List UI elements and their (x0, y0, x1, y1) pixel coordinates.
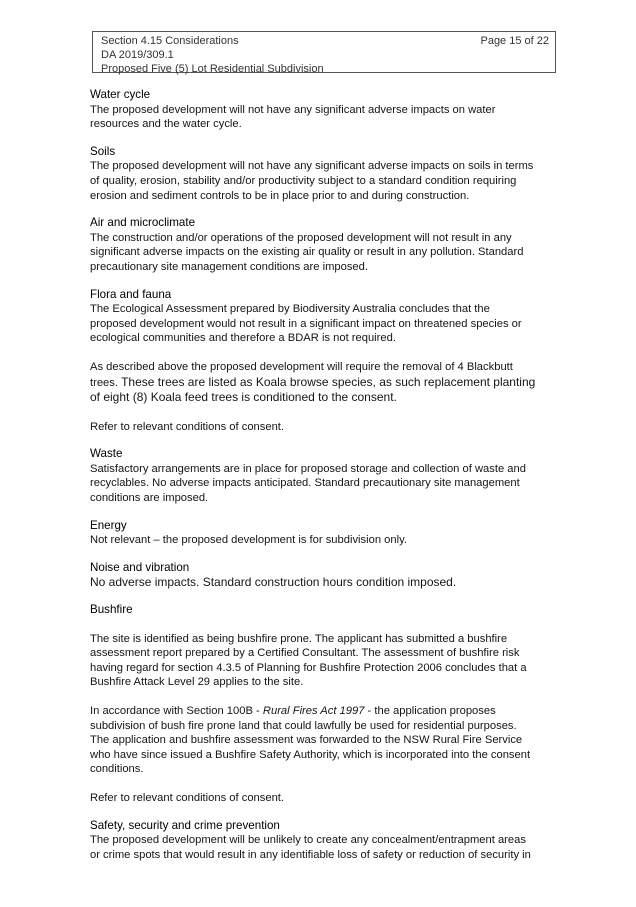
text-line: These trees are listed as Koala browse species, as such replacement planting (121, 374, 536, 389)
section-heading: Bushfire (90, 603, 133, 617)
section-safety-security (90, 819, 560, 863)
text-line: Not relevant – the proposed development is for subdivision only. (90, 534, 407, 547)
text-line: Refer to relevant conditions of consent. (90, 420, 285, 433)
section-text (90, 159, 560, 203)
text-line: resources and the water cycle. (90, 118, 242, 131)
section-text (90, 302, 560, 346)
page-header (92, 31, 556, 73)
section-heading: Soils (90, 144, 116, 158)
section-flora-fauna (90, 288, 560, 435)
text-line: of quality, erosion, stability and/or productivity subject to a standard condition requiring (90, 174, 517, 187)
text-line: having regard for section 4.3.5 of Planning for Bushfire Protection 2006 concludes that a (90, 661, 527, 674)
text-line: of eight (8) Koala feed trees is conditioned to the consent. (90, 390, 397, 405)
text-line: The proposed development will be unlikely to create any concealment/entrapment areas (90, 834, 526, 847)
text-line: proposed development would not result in a significant impact on threatened species or (90, 317, 522, 330)
header-proposal-title: Proposed Five (5) Lot Residential Subdivision (101, 63, 324, 75)
text-line: who have since issued a Bushfire Safety Authority, which is incorporated into the consent (90, 748, 531, 761)
text-line: The application and bushfire assessment was forwarded to the NSW Rural Fire Service (90, 734, 523, 747)
text-line: significant adverse impacts on the existing air quality or result in any pollution. Standard (90, 246, 524, 259)
section-text (90, 420, 560, 435)
section-text (90, 360, 560, 406)
text-line: subdivision of bush fire prone land that could lawfully be used for residential purposes. (90, 719, 517, 732)
section-text (90, 462, 560, 506)
text-line: The site is identified as being bushfire prone. The applicant has submitted a bushfire (90, 632, 508, 645)
text-line: conditions. (90, 763, 144, 776)
document-body (90, 88, 560, 862)
text-line: trees. (90, 376, 122, 389)
section-text (90, 231, 560, 275)
section-text (90, 704, 560, 777)
text-line: The proposed development will not have any significant adverse impacts on soils in terms (90, 160, 534, 173)
section-text (90, 632, 560, 690)
text-line: The Ecological Assessment prepared by Biodiversity Australia concludes that the (90, 303, 490, 316)
text-line: or crime spots that would result in any identifiable loss of safety or reduction of security in (90, 848, 531, 861)
text-line: conditions are imposed. (90, 492, 209, 505)
text-line: The construction and/or operations of the proposed development will not result in any (90, 231, 512, 244)
section-text (90, 833, 560, 862)
text-line: recyclables. No adverse impacts anticipated. Standard precautionary site management (90, 477, 520, 490)
text-line: precautionary site management conditions are imposed. (90, 260, 368, 273)
text-line: assessment report prepared by a Certified Consultant. The assessment of bushfire risk (90, 647, 520, 660)
text-line: Bushfire Attack Level 29 applies to the site. (90, 676, 304, 689)
section-noise-vibration (90, 561, 560, 590)
section-heading: Air and microclimate (90, 216, 196, 230)
header-da-number: DA 2019/309.1 (101, 49, 174, 61)
text-line: - the application proposes (364, 705, 496, 717)
header-page-number: Page 15 of 22 (480, 35, 549, 47)
section-text (90, 103, 560, 132)
section-text (90, 791, 560, 806)
text-line: No adverse impacts. Standard construction hours condition imposed. (90, 575, 457, 590)
section-heading: Energy (90, 518, 127, 532)
act-title: Rural Fires Act 1997 (262, 705, 365, 717)
section-heading: Safety, security and crime prevention (90, 818, 280, 832)
section-heading: Water cycle (90, 88, 151, 101)
section-air-microclimate (90, 216, 560, 274)
section-text (90, 575, 560, 590)
text-line: erosion and sediment controls to be in place prior to and during construction. (90, 189, 470, 202)
section-text (90, 533, 560, 548)
text-line: The proposed development will not have any significant adverse impacts on water (90, 103, 496, 116)
section-water-cycle (90, 88, 560, 132)
text-line: Satisfactory arrangements are in place for proposed storage and collection of waste and (90, 462, 526, 475)
section-heading: Waste (90, 447, 123, 461)
text-line: As described above the proposed development will require the removal of 4 Blackbutt (90, 360, 513, 373)
section-energy (90, 519, 560, 548)
section-heading: Flora and fauna (90, 287, 172, 301)
section-soils (90, 145, 560, 203)
text-line: ecological communities and therefore a BDAR is not required. (90, 332, 396, 345)
header-section-title: Section 4.15 Considerations (101, 35, 239, 47)
section-waste (90, 447, 560, 505)
text-line: Refer to relevant conditions of consent. (90, 791, 285, 804)
section-bushfire (90, 603, 560, 806)
section-heading: Noise and vibration (90, 560, 190, 574)
text-line: In accordance with Section 100B - (90, 705, 263, 717)
